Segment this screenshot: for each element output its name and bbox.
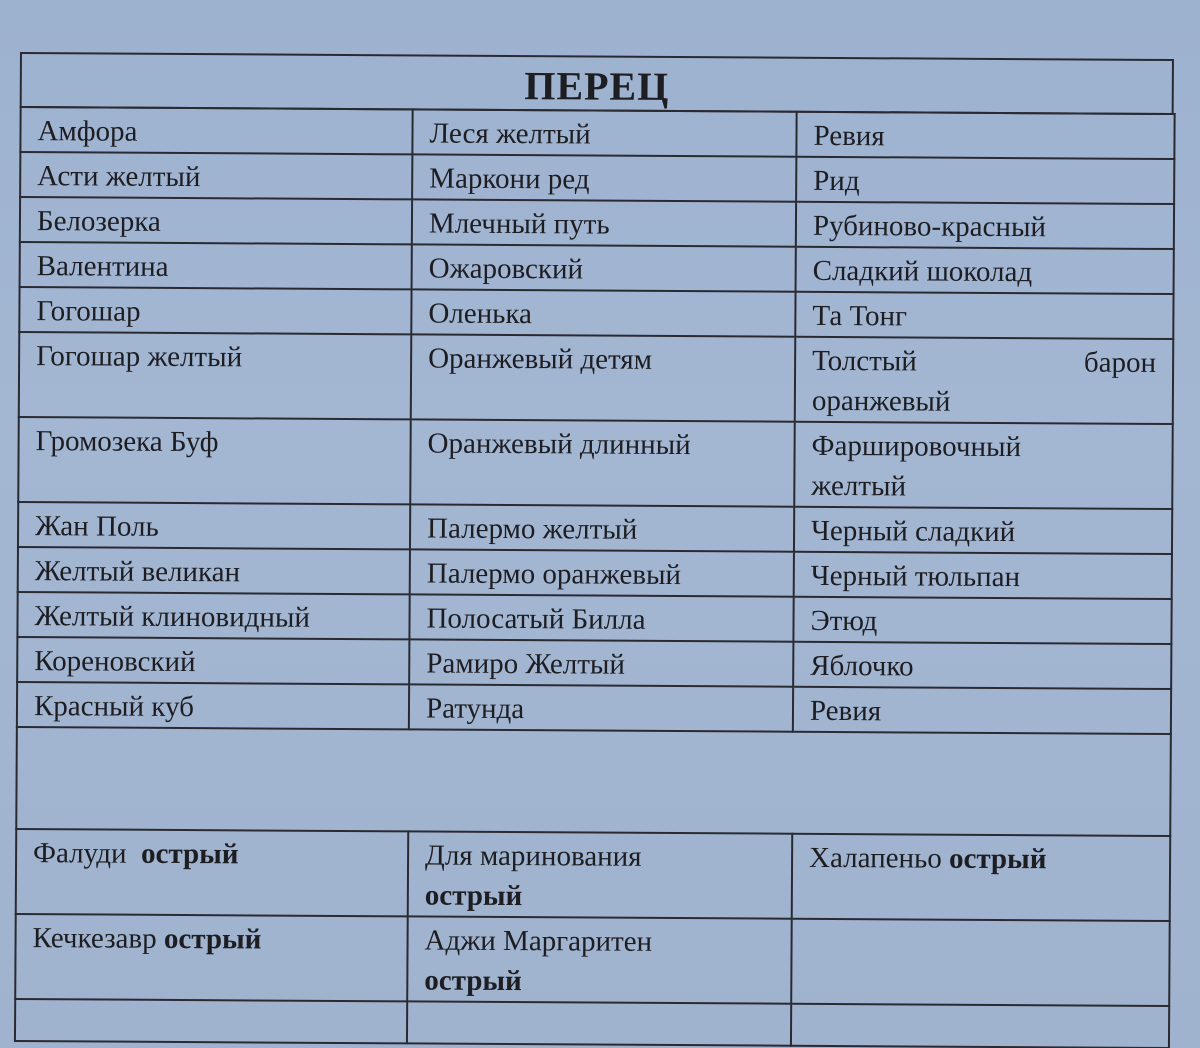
variety-name: Кечкезавр (32, 922, 157, 955)
variety-cell: Полосатый Билла (409, 594, 793, 641)
table-row (20, 197, 1174, 249)
table-row (18, 547, 1172, 599)
variety-name: Аджи Маргаритен (424, 924, 653, 958)
variety-cell: Черный тюльпан (794, 552, 1172, 599)
word: Толстый (812, 344, 917, 378)
variety-cell: Желтый клиновидный (17, 592, 409, 639)
table-row (19, 287, 1173, 339)
variety-cell: Сладкий шоколад (796, 247, 1174, 294)
variety-cell-hot (16, 829, 409, 916)
variety-cell: Ожаровский (412, 244, 796, 291)
variety-cell: Палермо желтый (410, 504, 794, 551)
table-row (20, 242, 1174, 294)
variety-name: Халапеньо (808, 841, 942, 875)
word: барон (1083, 346, 1157, 379)
variety-cell: Желтый великан (18, 547, 410, 594)
table-row (17, 682, 1171, 734)
variety-sheet (14, 52, 1174, 997)
table-row (17, 637, 1171, 689)
variety-cell: Этюд (793, 597, 1171, 644)
variety-cell: Кореновский (17, 637, 409, 684)
table-row (18, 502, 1172, 554)
empty-cell (16, 727, 1171, 836)
variety-cell: Громозека Буф (18, 417, 411, 504)
variety-cell: Ревия (793, 687, 1171, 734)
variety-cell: Валентина (20, 242, 412, 289)
hot-tag: острый (140, 837, 239, 871)
spacer-row (16, 727, 1171, 836)
variety-cell: Белозерка (20, 197, 412, 244)
variety-cell: Млечный путь (412, 199, 796, 246)
table-row (19, 332, 1173, 424)
hot-tag: острый (948, 842, 1047, 876)
variety-cell: Рамиро Желтый (409, 639, 793, 686)
empty-cell (15, 999, 407, 1043)
variety-cell: Рубиново-красный (796, 202, 1174, 249)
table-row (20, 152, 1174, 204)
variety-cell: Палермо оранжевый (410, 549, 794, 596)
variety-cell: Черный сладкий (794, 507, 1172, 554)
variety-cell: Рид (796, 157, 1174, 204)
justified-line (812, 341, 1156, 383)
variety-table (14, 106, 1176, 1048)
variety-name: Для маринования (425, 839, 642, 873)
empty-cell (791, 919, 1170, 1006)
hot-tag: острый (424, 879, 523, 913)
wrapped-line: желтый (811, 469, 907, 503)
variety-cell: Амфора (20, 107, 412, 154)
hot-tag: острый (424, 964, 522, 998)
variety-cell: Гогошар (19, 287, 411, 334)
variety-cell: Гогошар желтый (19, 332, 412, 419)
variety-cell-hot (407, 916, 792, 1003)
title-row (20, 52, 1174, 115)
variety-cell-wrapped (795, 337, 1174, 424)
table-row (17, 592, 1171, 644)
wrapped-line: оранжевый (811, 384, 951, 418)
variety-cell: Жан Поль (18, 502, 410, 549)
variety-cell: Яблочко (793, 642, 1171, 689)
sheet-title: ПЕРЕЦ (524, 62, 670, 109)
variety-cell: Леся желтый (412, 109, 796, 156)
variety-cell: Оранжевый длинный (410, 419, 795, 506)
variety-name: Фалуди (33, 837, 127, 870)
variety-cell: Асти желтый (20, 152, 412, 199)
table-row-hot (16, 829, 1170, 921)
variety-cell: Оленька (411, 289, 795, 336)
variety-cell-wrapped (794, 422, 1173, 509)
variety-cell-hot (408, 831, 793, 918)
empty-cell (407, 1001, 791, 1045)
variety-cell: Красный куб (17, 682, 409, 729)
table-row (18, 417, 1172, 509)
variety-cell: Ревия (796, 112, 1174, 159)
empty-cell (791, 1004, 1169, 1048)
variety-cell: Та Тонг (795, 292, 1173, 339)
wrapped-line: Фаршировочный (811, 429, 1022, 464)
variety-cell: Маркони ред (412, 154, 796, 201)
variety-cell: Ратунда (409, 684, 793, 731)
empty-row (15, 999, 1169, 1048)
variety-cell: Оранжевый детям (411, 334, 796, 421)
variety-cell-hot (792, 834, 1171, 921)
hot-tag: острый (163, 922, 262, 956)
variety-cell-hot (15, 914, 408, 1001)
table-row (20, 107, 1174, 159)
table-row-hot (15, 914, 1169, 1006)
